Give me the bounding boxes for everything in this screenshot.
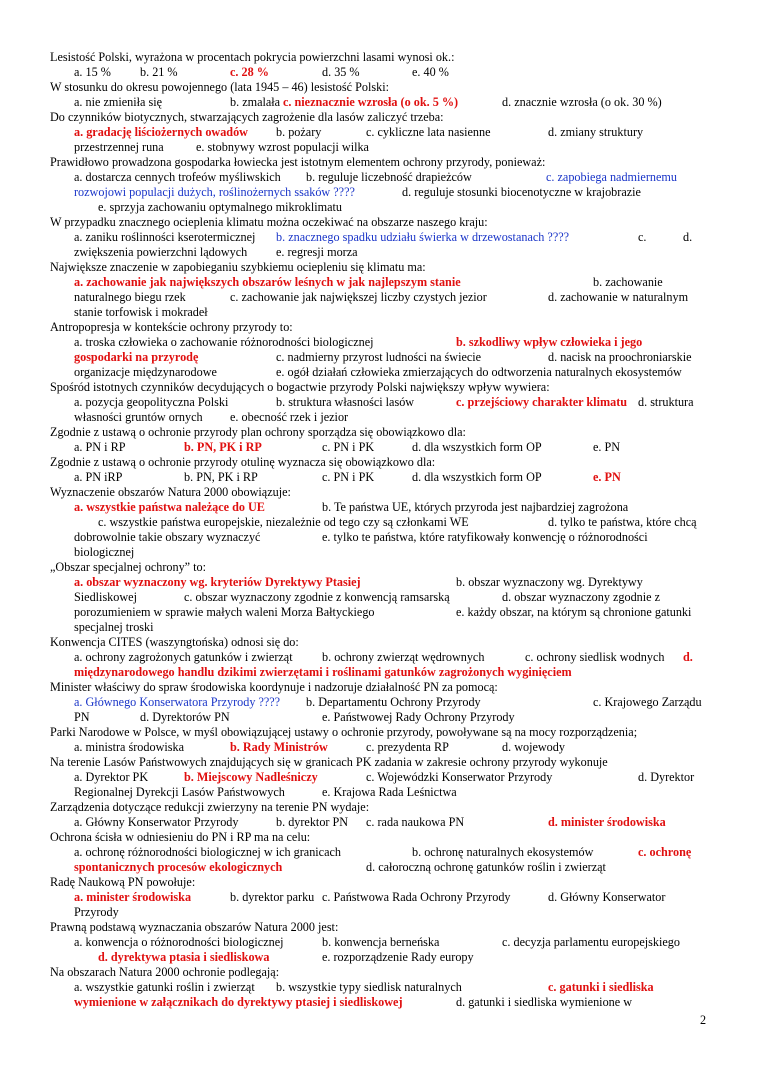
answer-option: a. PN iRP: [74, 470, 123, 484]
answer-option: d. nacisk na proochroniarskie: [548, 350, 692, 364]
answer-option: e. PN: [593, 440, 621, 454]
answer-option: b. Te państwa UE, których przyroda jest najbardziej zagrożona: [322, 500, 629, 514]
answer-option: gospodarki na przyrodę: [74, 350, 199, 364]
answer-option: Regionalnej Dyrekcji Lasów Państwowych: [74, 785, 285, 799]
answer-option: b. Rady Ministrów: [230, 740, 328, 754]
answer-option: a. wszystkie państwa należące do UE: [74, 500, 265, 514]
answer-option: c. Krajowego Zarządu: [593, 695, 702, 709]
answer-option: d. Dyrektorów PN: [140, 710, 230, 724]
answer-option: Przyrody: [74, 905, 119, 919]
answer-option: d. całoroczną ochronę gatunków roślin i zwierząt: [366, 860, 606, 874]
answer-option: d. zachowanie w naturalnym: [548, 290, 689, 304]
answer-option: dobrowolnie takie obszary wyznaczyć: [74, 530, 261, 544]
question-text: Spośród istotnych czynników decydujących o bogactwie przyrody Polski największy wpływ wywiera:: [50, 380, 550, 394]
answer-option: b. ochronę naturalnych ekosystemów: [412, 845, 594, 859]
answer-option: d. dla wszystkich form OP: [412, 440, 542, 454]
answer-option: b. Miejscowy Nadleśniczy: [184, 770, 318, 784]
answer-option: c. gatunki i siedliska: [548, 980, 654, 994]
answer-option: a. minister środowiska: [74, 890, 192, 904]
answer-option: d. tylko te państwa, które chcą: [548, 515, 697, 529]
answer-option: e. stobnywy wzrost populacji wilka: [196, 140, 369, 154]
answer-option: e. rozporządzenie Rady europy: [322, 950, 474, 964]
answer-option: b. wszystkie typy siedlisk naturalnych: [276, 980, 462, 994]
answer-option: a. wszystkie gatunki roślin i zwierząt: [74, 980, 255, 994]
question-text: W stosunku do okresu powojennego (lata 1945 – 46) lesistość Polski:: [50, 80, 389, 94]
answer-option: e. PN: [593, 470, 621, 484]
page-number: 2: [700, 1013, 707, 1027]
answer-option: spontanicznych procesów ekologicznych: [74, 860, 283, 874]
answer-option: d. obszar wyznaczony zgodnie z: [502, 590, 661, 604]
answer-option: d. reguluje stosunki biocenotyczne w krajobrazie: [402, 185, 641, 199]
answer-option: d. struktura: [638, 395, 694, 409]
answer-option: e. ogół działań człowieka zmierzających do odtworzenia naturalnych ekosystemów: [276, 365, 682, 379]
answer-option: e. każdy obszar, na którym są chronione gatunki: [456, 605, 692, 619]
answer-option: b. szkodliwy wpływ człowieka i jego: [456, 335, 643, 349]
question-text: Parki Narodowe w Polsce, w myśl obowiązującej ustawy o ochronie przyrody, powoływane są na mocy rozporządzenia;: [50, 725, 638, 739]
answer-option: e. Krajowa Rada Leśnictwa: [322, 785, 457, 799]
answer-option: c. przejściowy charakter klimatu: [456, 395, 628, 409]
answer-option: porozumieniem w sprawie małych waleni Morza Bałtyckiego: [74, 605, 375, 619]
answer-option: a. Główny Konserwator Przyrody: [74, 815, 239, 829]
answer-option: a. konwencja o różnorodności biologicznej: [74, 935, 284, 949]
answer-option: e. 40 %: [412, 65, 449, 79]
question-text: Lesistość Polski, wyrażona w procentach pokrycia powierzchni lasami wynosi ok.:: [50, 50, 455, 64]
answer-option: d. znacznie wzrosła (o ok. 30 %): [502, 95, 662, 109]
answer-option: d. minister środowiska: [548, 815, 666, 829]
answer-option: c. decyzja parlamentu europejskiego: [502, 935, 680, 949]
answer-option: c. rada naukowa PN: [366, 815, 465, 829]
answer-option: c. nieznacznie wzrosła (o ok. 5 %): [283, 95, 459, 109]
answer-option: a. 15 %: [74, 65, 111, 79]
answer-option: specjalnej troski: [74, 620, 154, 634]
answer-option: b. ochrony zwierząt wędrownych: [322, 650, 485, 664]
answer-option: a. Dyrektor PK: [74, 770, 149, 784]
answer-option: organizacje międzynarodowe: [74, 365, 217, 379]
answer-option: a. nie zmieniła się: [74, 95, 162, 109]
answer-option: b. konwencja berneńska: [322, 935, 440, 949]
answer-option: c. ochrony siedlisk wodnych: [525, 650, 665, 664]
answer-option: b. Departamentu Ochrony Przyrody: [306, 695, 481, 709]
answer-option: a. zaniku roślinności kserotermicznej: [74, 230, 256, 244]
question-text: Wyznaczenie obszarów Natura 2000 obowiązuje:: [50, 485, 291, 499]
answer-option: b. znacznego spadku udziału świerka w drzewostanach ????: [276, 230, 570, 244]
answer-option: d. dla wszystkich form OP: [412, 470, 542, 484]
answer-option: c. ochronę: [638, 845, 692, 859]
answer-option: e. obecność rzek i jezior: [230, 410, 349, 424]
question-text: Prawną podstawą wyznaczania obszarów Natura 2000 jest:: [50, 920, 339, 934]
answer-option: d. Główny Konserwator: [548, 890, 666, 904]
answer-option: c. nadmierny przyrost ludności na świecie: [276, 350, 482, 364]
answer-option: a. PN i RP: [74, 440, 126, 454]
answer-option: a. troska człowieka o zachowanie różnorodności biologicznej: [74, 335, 374, 349]
question-text: Największe znaczenie w zapobieganiu szybkiemu ociepleniu się klimatu ma:: [50, 260, 426, 274]
question-text: Do czynników biotycznych, stwarzających zagrożenie dla lasów zaliczyć trzeba:: [50, 110, 444, 124]
answer-option: d. gatunki i siedliska wymienione w: [456, 995, 633, 1009]
answer-option: Siedliskowej: [74, 590, 137, 604]
answer-option: stanie torfowisk i mokradeł: [74, 305, 208, 319]
answer-option: a. obszar wyznaczony wg. kryteriów Dyrektywy Ptasiej: [74, 575, 361, 589]
answer-option: a. ochrony zagrożonych gatunków i zwierząt: [74, 650, 293, 664]
answer-option: c. zapobiega nadmiernemu: [546, 170, 677, 184]
answer-option: c. prezydenta RP: [366, 740, 449, 754]
answer-option: własności gruntów ornych: [74, 410, 203, 424]
answer-option: b. reguluje liczebność drapieżców: [306, 170, 472, 184]
answer-option: c. PN i PK: [322, 440, 375, 454]
answer-option: d. zmiany struktury: [548, 125, 644, 139]
answer-option: c. cykliczne lata nasienne: [366, 125, 491, 139]
answer-option: zwiększenia powierzchni lądowych: [74, 245, 248, 259]
answer-option: a. zachowanie jak największych obszarów leśnych w jak najlepszym stanie: [74, 275, 461, 289]
answer-option: c. wszystkie państwa europejskie, niezależnie od tego czy są członkami WE: [98, 515, 469, 529]
question-text: Konwencja CITES (waszyngtońska) odnosi się do:: [50, 635, 299, 649]
answer-option: d. 35 %: [322, 65, 360, 79]
answer-option: międzynarodowego handlu dzikimi zwierzętami i roślinami gatunków zagrożonych wyginięciem: [74, 665, 572, 679]
answer-option: b. struktura własności lasów: [276, 395, 415, 409]
answer-option: b. zmalała: [230, 95, 281, 109]
answer-option: b. obszar wyznaczony wg. Dyrektywy: [456, 575, 643, 589]
answer-option: biologicznej: [74, 545, 135, 559]
question-text: Zgodnie z ustawą o ochronie przyrody plan ochrony sporządza się obowiązkowo dla:: [50, 425, 466, 439]
answer-option: b. PN, PK i RP: [184, 470, 258, 484]
answer-option: naturalnego biegu rzek: [74, 290, 186, 304]
answer-option: a. Głównego Konserwatora Przyrody ????: [74, 695, 281, 709]
answer-option: e. regresji morza: [276, 245, 358, 259]
answer-option: a. ochronę różnorodności biologicznej w ich granicach: [74, 845, 342, 859]
answer-option: c. Państwowa Rada Ochrony Przyrody: [322, 890, 511, 904]
question-text: Na obszarach Natura 2000 ochronie podlegają:: [50, 965, 280, 979]
question-text: Zgodnie z ustawą o ochronie przyrody otulinę wyznacza się obowiązkowo dla:: [50, 455, 436, 469]
answer-option: e. sprzyja zachowaniu optymalnego mikroklimatu: [98, 200, 343, 214]
answer-option: b. dyrektor PN: [276, 815, 349, 829]
answer-option: c. PN i PK: [322, 470, 375, 484]
answer-option: rozwojowi populacji dużych, roślinożernych ssaków ????: [74, 185, 355, 199]
answer-option: wymienione w załącznikach do dyrektywy ptasiej i siedliskowej: [74, 995, 403, 1009]
answer-option: c. Wojewódzki Konserwator Przyrody: [366, 770, 553, 784]
answer-option: e. tylko te państwa, które ratyfikowały konwencję o różnorodności: [322, 530, 648, 544]
question-text: Zarządzenia dotyczące redukcji zwierzyny na terenie PN wydaje:: [50, 800, 370, 814]
question-text: „Obszar specjalnej ochrony” to:: [50, 560, 207, 574]
answer-option: b. zachowanie: [593, 275, 663, 289]
question-text: Na terenie Lasów Państwowych znajdujących się w granicach PK zadania w zakresie ochrony przyrody wykonuje: [50, 755, 608, 769]
answer-option: c. 28 %: [230, 65, 269, 79]
answer-option: PN: [74, 710, 90, 724]
question-text: Minister właściwy do spraw środowiska koordynuje i nadzoruje działalność PN za pomocą:: [50, 680, 498, 694]
answer-option: d.: [683, 230, 693, 244]
answer-option: d. Dyrektor: [638, 770, 695, 784]
answer-option: c.: [638, 230, 647, 244]
answer-option: b. PN, PK i RP: [184, 440, 262, 454]
answer-option: c. obszar wyznaczony zgodnie z konwencją ramsarską: [184, 590, 450, 604]
question-text: Radę Naukową PN powołuje:: [50, 875, 196, 889]
answer-option: d.: [683, 650, 693, 664]
answer-option: b. pożary: [276, 125, 322, 139]
question-text: Ochrona ścisła w odniesieniu do PN i RP ma na celu:: [50, 830, 311, 844]
answer-option: d. dyrektywa ptasia i siedliskowa: [98, 950, 270, 964]
answer-option: a. gradację liściożernych owadów: [74, 125, 248, 139]
question-text: Prawidłowo prowadzona gospodarka łowiecka jest istotnym elementem ochrony przyrody, ponieważ:: [50, 155, 546, 169]
answer-option: b. dyrektor parku: [230, 890, 315, 904]
answer-option: a. ministra środowiska: [74, 740, 185, 754]
answer-option: e. Państwowej Rady Ochrony Przyrody: [322, 710, 515, 724]
question-text: Antropopresja w kontekście ochrony przyrody to:: [50, 320, 293, 334]
question-text: W przypadku znacznego ocieplenia klimatu można oczekiwać na obszarze naszego kraju:: [50, 215, 488, 229]
answer-option: a. dostarcza cennych trofeów myśliwskich: [74, 170, 281, 184]
answer-option: przestrzennej runa: [74, 140, 164, 154]
answer-option: c. zachowanie jak największej liczby czystych jezior: [230, 290, 487, 304]
answer-option: b. 21 %: [140, 65, 178, 79]
answer-option: a. pozycja geopolityczna Polski: [74, 395, 229, 409]
answer-option: d. wojewody: [502, 740, 565, 754]
